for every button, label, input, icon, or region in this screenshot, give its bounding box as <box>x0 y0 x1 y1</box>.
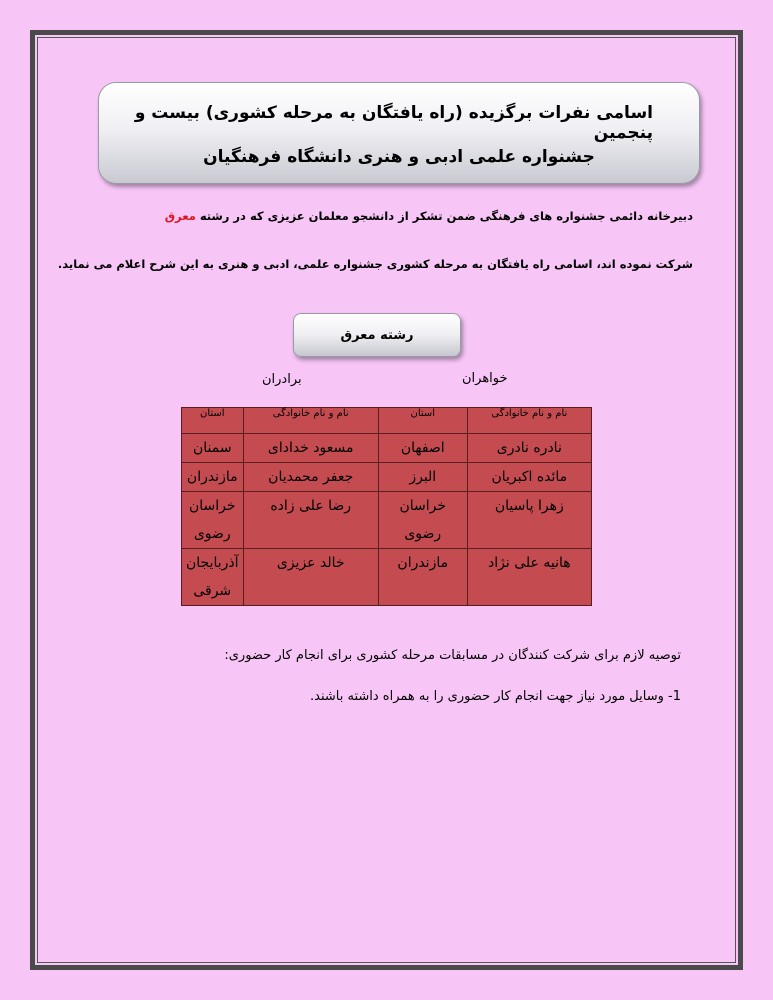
table-cell: هانیه علی نژاد <box>467 549 591 606</box>
group-label-brothers: برادران <box>262 372 302 387</box>
table-cell: مازندران <box>182 463 244 492</box>
table-cell: مازندران <box>378 549 467 606</box>
table-cell: خراسان رضوی <box>182 492 244 549</box>
section-label: رشته معرق <box>293 313 461 357</box>
intro-line-1-text: دبیرخانه دائمی جشنواره های فرهنگی ضمن تشکر از دانشجو معلمان عزیزی که در رشته <box>195 209 693 223</box>
table-cell: آذربایجان شرقی <box>182 549 244 606</box>
title-line-1: اسامی نفرات برگزیده (راه یافتگان به مرحله کشوری) بیست و پنجمین <box>134 103 653 143</box>
header-brothers-province: استان <box>182 408 244 434</box>
table-cell: اصفهان <box>378 434 467 463</box>
table-row <box>182 549 592 606</box>
field-name-highlight: معرق <box>164 209 196 223</box>
intro-line-1 <box>165 209 693 223</box>
table-cell: خراسان رضوی <box>378 492 467 549</box>
table-cell: مائده اکبریان <box>467 463 591 492</box>
table-cell: نادره نادری <box>467 434 591 463</box>
table-cell: جعفر محمدیان <box>243 463 378 492</box>
table-cell: خالد عزیزی <box>243 549 378 606</box>
title-line-2: جشنواره علمی ادبی و هنری دانشگاه فرهنگیان <box>203 147 595 167</box>
table-row <box>182 463 592 492</box>
table-row <box>182 492 592 549</box>
header-sisters-province: استان <box>378 408 467 434</box>
recommendation-item-1: 1- وسایل مورد نیاز جهت انجام کار حضوری را به همراه داشته باشند. <box>310 689 681 704</box>
group-label-sisters: خواهران <box>462 371 508 386</box>
intro-line-2: شرکت نموده اند، اسامی راه یافتگان به مرحله کشوری جشنواره علمی، ادبی و هنری به این شرح اعلام می نماید. <box>57 257 693 271</box>
table-cell: البرز <box>378 463 467 492</box>
recommendation-heading: توصیه لازم برای شرکت کنندگان در مسابقات مرحله کشوری برای انجام کار حضوری: <box>224 648 681 663</box>
table-row <box>182 434 592 463</box>
header-brothers-name: نام و نام خانوادگی <box>243 408 378 434</box>
winners-table <box>181 407 592 606</box>
title-banner <box>98 82 700 184</box>
table-cell: سمنان <box>182 434 244 463</box>
table-header-row <box>182 408 592 434</box>
header-sisters-name: نام و نام خانوادگی <box>467 408 591 434</box>
table-cell: رضا علی زاده <box>243 492 378 549</box>
table-cell: مسعود خدادای <box>243 434 378 463</box>
table-cell: زهرا پاسیان <box>467 492 591 549</box>
